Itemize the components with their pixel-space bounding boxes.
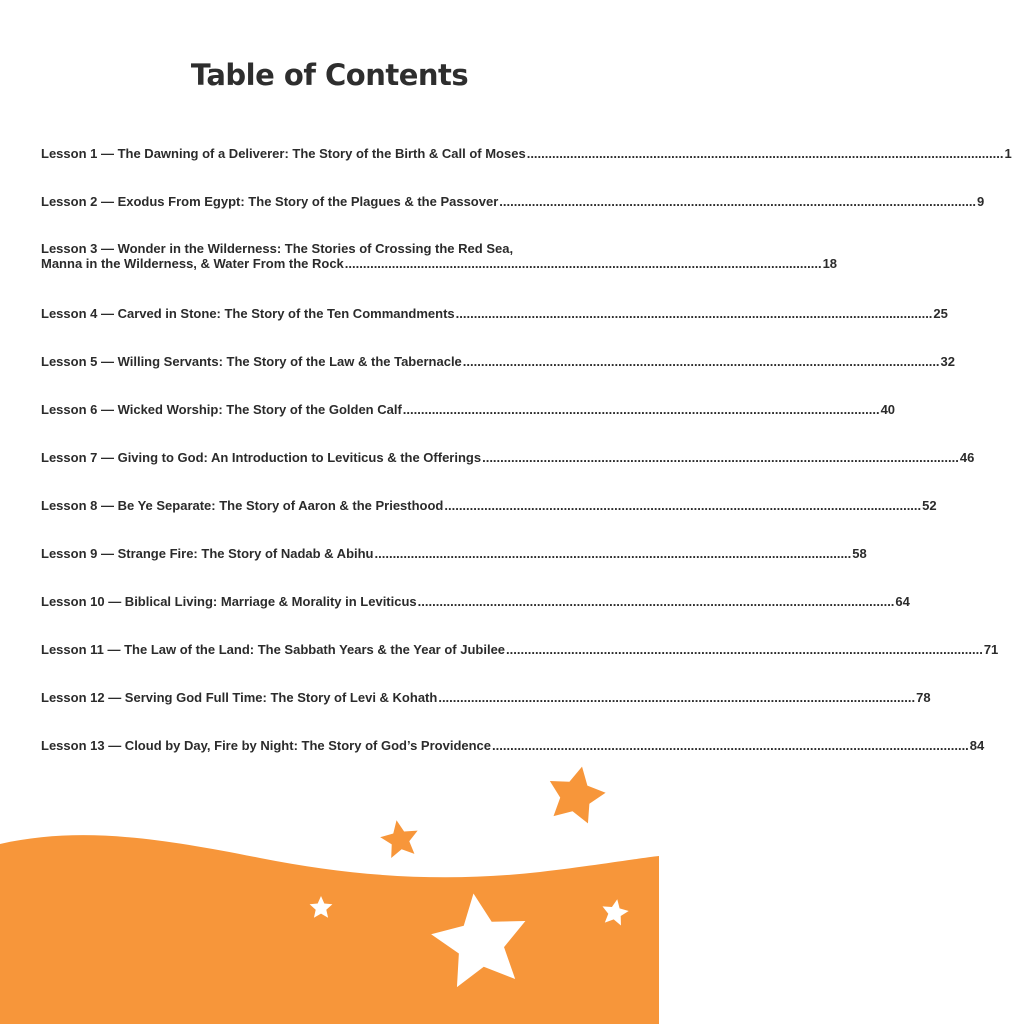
star-icon bbox=[543, 761, 610, 826]
entry-title: Lesson 12 — Serving God Full Time: The Story of Levi & Kohath bbox=[41, 690, 438, 705]
dot-leader: .................................................................................................................................... bbox=[462, 354, 940, 369]
dot-leader: .................................................................................................................................... bbox=[492, 738, 969, 753]
page-number: 78 bbox=[916, 690, 931, 705]
page-number: 71 bbox=[983, 642, 999, 657]
page-number: 32 bbox=[940, 354, 956, 369]
dot-leader: .................................................................................................................................... bbox=[506, 642, 983, 657]
entry-title: Lesson 4 — Carved in Stone: The Story of the Ten Commandments bbox=[41, 306, 455, 321]
dot-leader: .................................................................................................................................... bbox=[402, 402, 880, 417]
dot-leader: .................................................................................................................................... bbox=[417, 594, 895, 609]
page-number: 1 bbox=[1004, 146, 1012, 161]
page-number: 18 bbox=[822, 256, 838, 271]
entry-title: Lesson 3 — Wonder in the Wilderness: The Stories of Crossing the Red Sea, bbox=[41, 241, 514, 256]
dot-leader: .................................................................................................................................... bbox=[438, 690, 916, 705]
star-icon bbox=[378, 817, 422, 859]
page-number: 52 bbox=[922, 498, 937, 513]
entry-title: Lesson 6 — Wicked Worship: The Story of the Golden Calf bbox=[41, 402, 402, 417]
page-number: 40 bbox=[880, 402, 896, 417]
entry-title: Lesson 1 — The Dawning of a Deliverer: The Story of the Birth & Call of Moses bbox=[41, 146, 526, 161]
orange-wave bbox=[0, 835, 659, 1024]
entry-title: Lesson 11 — The Law of the Land: The Sabbath Years & the Year of Jubilee bbox=[41, 642, 506, 657]
page-number: 9 bbox=[977, 194, 985, 209]
page-number: 25 bbox=[933, 306, 948, 321]
dot-leader: .................................................................................................................................... bbox=[374, 546, 852, 561]
dot-leader: .................................................................................................................................... bbox=[482, 450, 959, 465]
page-number: 64 bbox=[895, 594, 910, 609]
dot-leader: .................................................................................................................................... bbox=[444, 498, 922, 513]
entry-title: Lesson 8 — Be Ye Separate: The Story of Aaron & the Priesthood bbox=[41, 498, 444, 513]
entry-title: Lesson 7 — Giving to God: An Introduction to Leviticus & the Offerings bbox=[41, 450, 482, 465]
entry-title: Lesson 5 — Willing Servants: The Story of the Law & the Tabernacle bbox=[41, 354, 462, 369]
dot-leader: .................................................................................................................................... bbox=[344, 256, 822, 271]
entry-title: Lesson 9 — Strange Fire: The Story of Nadab & Abihu bbox=[41, 546, 374, 561]
page-number: 46 bbox=[959, 450, 975, 465]
entry-title: Lesson 10 — Biblical Living: Marriage & Morality in Leviticus bbox=[41, 594, 417, 609]
page-number: 58 bbox=[852, 546, 867, 561]
dot-leader: .................................................................................................................................... bbox=[455, 306, 933, 321]
entry-title: Lesson 13 — Cloud by Day, Fire by Night: The Story of God’s Providence bbox=[41, 738, 492, 753]
entry-title: Lesson 2 — Exodus From Egypt: The Story of the Plagues & the Passover bbox=[41, 194, 499, 209]
dot-leader: .................................................................................................................................... bbox=[526, 146, 1004, 161]
page-number: 84 bbox=[969, 738, 985, 753]
entry-title-continued: Manna in the Wilderness, & Water From the Rock bbox=[41, 256, 344, 271]
page-title: Table of Contents bbox=[190, 58, 469, 92]
dot-leader: .................................................................................................................................... bbox=[499, 194, 977, 209]
